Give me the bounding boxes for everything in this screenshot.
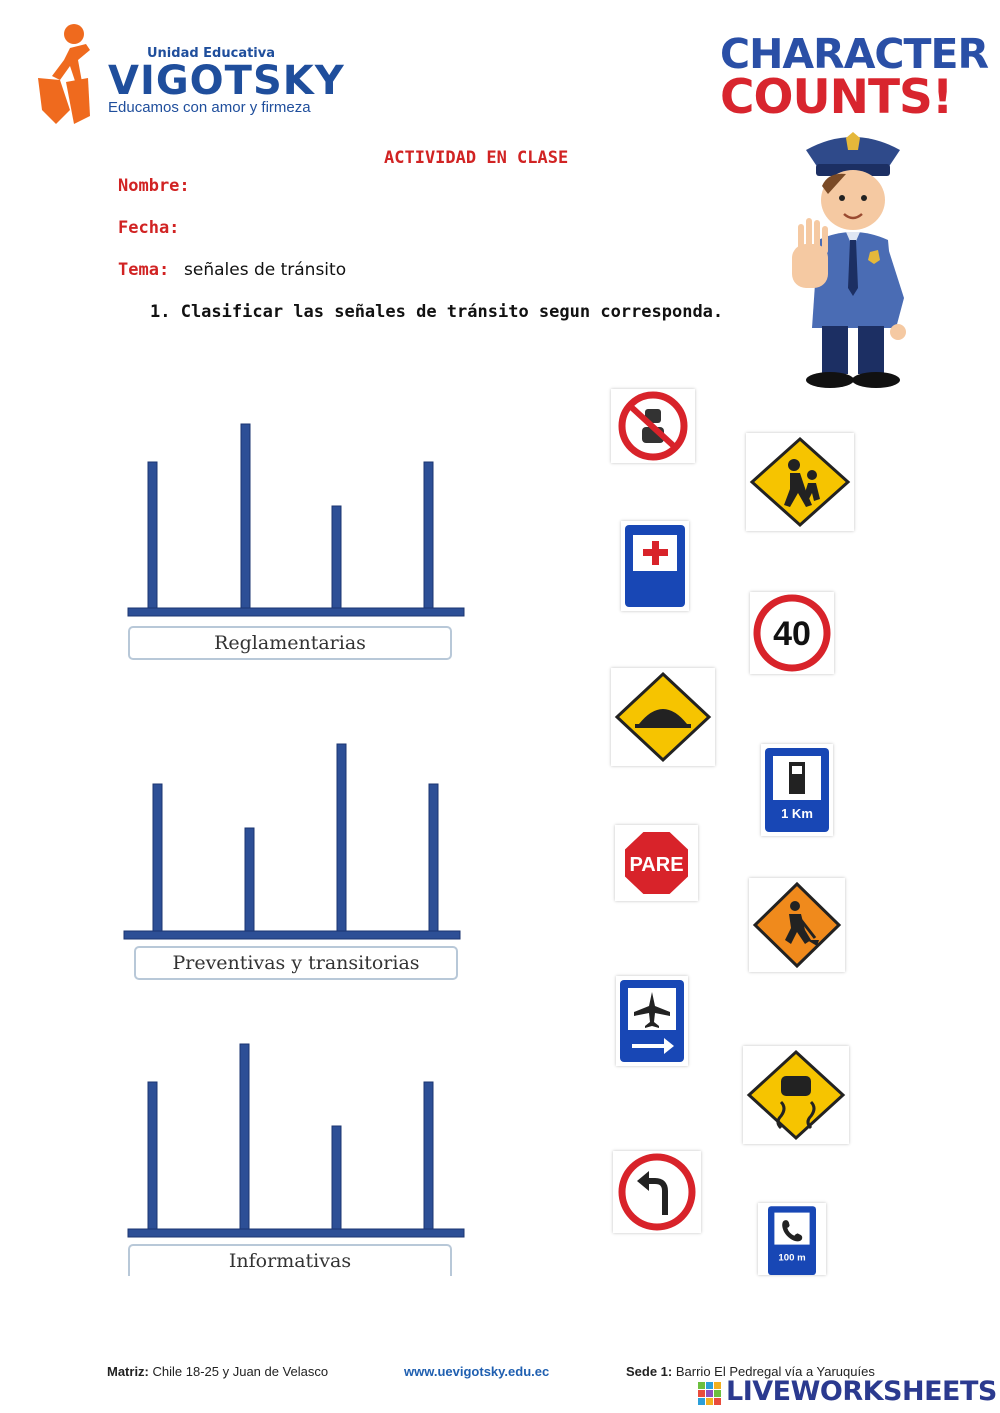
liveworksheets-logo-icon [698, 1382, 722, 1406]
footer-sede-label: Sede 1: [626, 1364, 673, 1379]
no-overtaking-icon [611, 389, 695, 463]
speed-bump-icon [611, 668, 715, 766]
school-line2: VIGOTSKY [108, 58, 345, 104]
footer-sede-value: Barrio El Pedregal vía a Yaruquíes [675, 1364, 875, 1379]
drop-zone-reglamentarias[interactable] [126, 420, 466, 620]
footer-matrix-label: Matriz: [107, 1364, 149, 1379]
brand-line2: COUNTS! [720, 70, 953, 125]
school-motto: Educamos con amor y firmeza [108, 99, 311, 116]
brand-line1: CHARACTER [720, 30, 989, 78]
road-work-icon [749, 878, 845, 972]
telephone-distance: 100 m [778, 1252, 806, 1264]
footer-matrix [107, 1364, 328, 1379]
school-logo-icon [30, 20, 110, 130]
category-label-informativas: Informativas [128, 1244, 452, 1276]
children-crossing-icon [746, 433, 854, 531]
no-overtaking-sign[interactable] [611, 389, 695, 463]
stop-sign[interactable] [615, 825, 698, 901]
no-left-turn-sign[interactable] [613, 1151, 701, 1233]
speed-limit-icon [750, 592, 834, 674]
school-line1: Unidad Educativa [147, 46, 276, 61]
stop-icon [615, 825, 698, 901]
gas-station-distance: 1 Km [781, 806, 813, 821]
hospital-icon [621, 521, 689, 611]
footer-website-link[interactable]: www.uevigotsky.edu.ec [404, 1364, 550, 1379]
topic-value: señales de tránsito [184, 260, 347, 280]
children-crossing-sign[interactable] [746, 433, 854, 531]
footer-matrix-value: Chile 18-25 y Juan de Velasco [152, 1364, 329, 1379]
category-label-preventivas: Preventivas y transitorias [134, 946, 458, 980]
speed-bump-sign[interactable] [611, 668, 715, 766]
liveworksheets-brand: LIVEWORKSHEETS [726, 1376, 997, 1407]
instruction-text: 1. Clasificar las señales de tránsito segun corresponda. [150, 302, 724, 322]
slippery-road-icon [743, 1046, 849, 1144]
airport-icon [616, 976, 688, 1066]
drop-zone-informativas[interactable] [126, 1040, 466, 1240]
slippery-road-sign[interactable] [743, 1046, 849, 1144]
worksheet-title: ACTIVIDAD EN CLASE [384, 148, 569, 168]
stop-text: PARE [629, 854, 684, 876]
drop-zone-preventivas[interactable] [122, 742, 462, 942]
road-work-sign[interactable] [749, 878, 845, 972]
gas-station-sign[interactable] [761, 744, 833, 836]
date-label: Fecha: [118, 218, 180, 238]
telephone-icon [758, 1203, 826, 1275]
speed-limit-text: 40 [773, 615, 811, 653]
category-label-reglamentarias: Reglamentarias [128, 626, 452, 660]
school-logo [30, 20, 110, 130]
topic-label: Tema: [118, 260, 170, 280]
gas-station-icon [761, 744, 833, 836]
telephone-sign[interactable] [758, 1203, 826, 1275]
speed-limit-sign[interactable] [750, 592, 834, 674]
police-officer-illustration [788, 128, 918, 393]
name-label: Nombre: [118, 176, 190, 196]
no-left-turn-icon [613, 1151, 701, 1233]
hospital-sign[interactable] [621, 521, 689, 611]
airport-sign[interactable] [616, 976, 688, 1066]
